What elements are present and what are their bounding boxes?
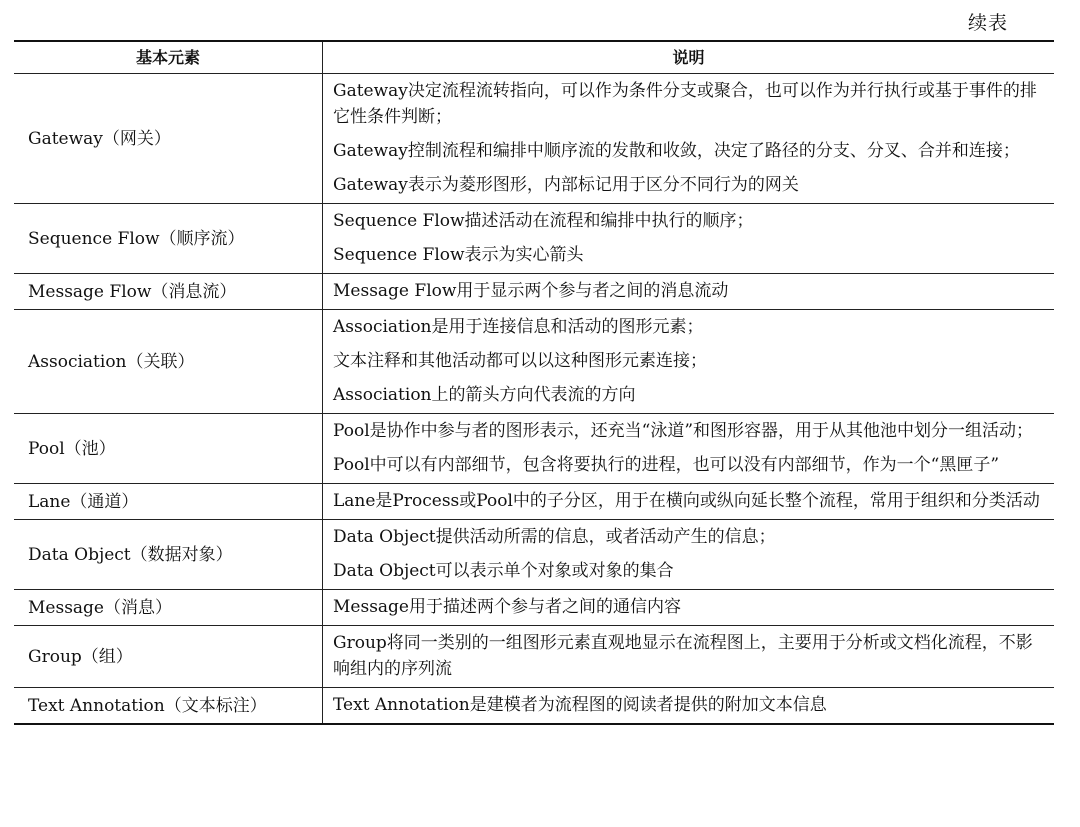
table-header-row <box>14 41 1054 74</box>
element-name: Gateway（网关） <box>14 74 323 204</box>
continued-table-label: 续表 <box>967 12 1008 34</box>
description-line: Text Annotation是建模者为流程图的阅读者提供的附加文本信息 <box>333 695 827 715</box>
table-row <box>14 274 1054 310</box>
description-line: Sequence Flow表示为实心箭头 <box>333 245 584 265</box>
element-description <box>323 520 1055 590</box>
element-name: Association（关联） <box>14 310 323 414</box>
element-description <box>323 204 1055 274</box>
header-basic-element: 基本元素 <box>14 41 323 74</box>
element-description <box>323 484 1055 520</box>
table-row <box>14 626 1054 688</box>
element-name: Pool（池） <box>14 414 323 484</box>
description-line: Pool中可以有内部细节，包含将要执行的进程，也可以没有内部细节，作为一个“黑匣子” <box>333 455 1000 475</box>
table-row <box>14 484 1054 520</box>
element-name: Lane（通道） <box>14 484 323 520</box>
element-description <box>323 310 1055 414</box>
element-description <box>323 626 1055 688</box>
element-description <box>323 590 1055 626</box>
description-line: Data Object提供活动所需的信息，或者活动产生的信息； <box>333 527 776 547</box>
element-description <box>323 274 1055 310</box>
table-row <box>14 414 1054 484</box>
element-name: Data Object（数据对象） <box>14 520 323 590</box>
description-line: Message Flow用于显示两个参与者之间的消息流动 <box>333 281 729 301</box>
element-name: Group（组） <box>14 626 323 688</box>
element-name: Sequence Flow（顺序流） <box>14 204 323 274</box>
table-row <box>14 310 1054 414</box>
description-line: Association是用于连接信息和活动的图形元素； <box>333 317 704 337</box>
description-line: Association上的箭头方向代表流的方向 <box>333 385 636 405</box>
element-description <box>323 688 1055 725</box>
description-line: Gateway决定流程流转指向，可以作为条件分支或聚合，也可以作为并行执行或基于事件的排它性条件判断； <box>333 81 1037 127</box>
element-name: Message Flow（消息流） <box>14 274 323 310</box>
element-name: Message（消息） <box>14 590 323 626</box>
description-line: Message用于描述两个参与者之间的通信内容 <box>333 597 681 617</box>
description-line: Data Object可以表示单个对象或对象的集合 <box>333 561 674 581</box>
table-row <box>14 204 1054 274</box>
element-name: Text Annotation（文本标注） <box>14 688 323 725</box>
element-description <box>323 414 1055 484</box>
description-line: Gateway控制流程和编排中顺序流的发散和收敛，决定了路径的分支、分叉、合并和连接； <box>333 141 1020 161</box>
description-line: Gateway表示为菱形图形，内部标记用于区分不同行为的网关 <box>333 175 799 195</box>
description-line: Group将同一类别的一组图形元素直观地显示在流程图上，主要用于分析或文档化流程，不影响组内的序列流 <box>333 633 1033 679</box>
description-line: Pool是协作中参与者的图形表示，还充当“泳道”和图形容器，用于从其他池中划分一组活动； <box>333 421 1034 441</box>
description-line: Lane是Process或Pool中的子分区，用于在横向或纵向延长整个流程，常用于组织和分类活动 <box>333 491 1040 511</box>
element-description <box>323 74 1055 204</box>
description-line: Sequence Flow描述活动在流程和编排中执行的顺序； <box>333 211 754 231</box>
table-row <box>14 688 1054 725</box>
bpmn-elements-table <box>14 40 1054 725</box>
description-line: 文本注释和其他活动都可以以这种图形元素连接； <box>333 351 707 371</box>
table-row <box>14 74 1054 204</box>
table-row <box>14 520 1054 590</box>
table-row <box>14 590 1054 626</box>
header-description: 说明 <box>323 41 1055 74</box>
